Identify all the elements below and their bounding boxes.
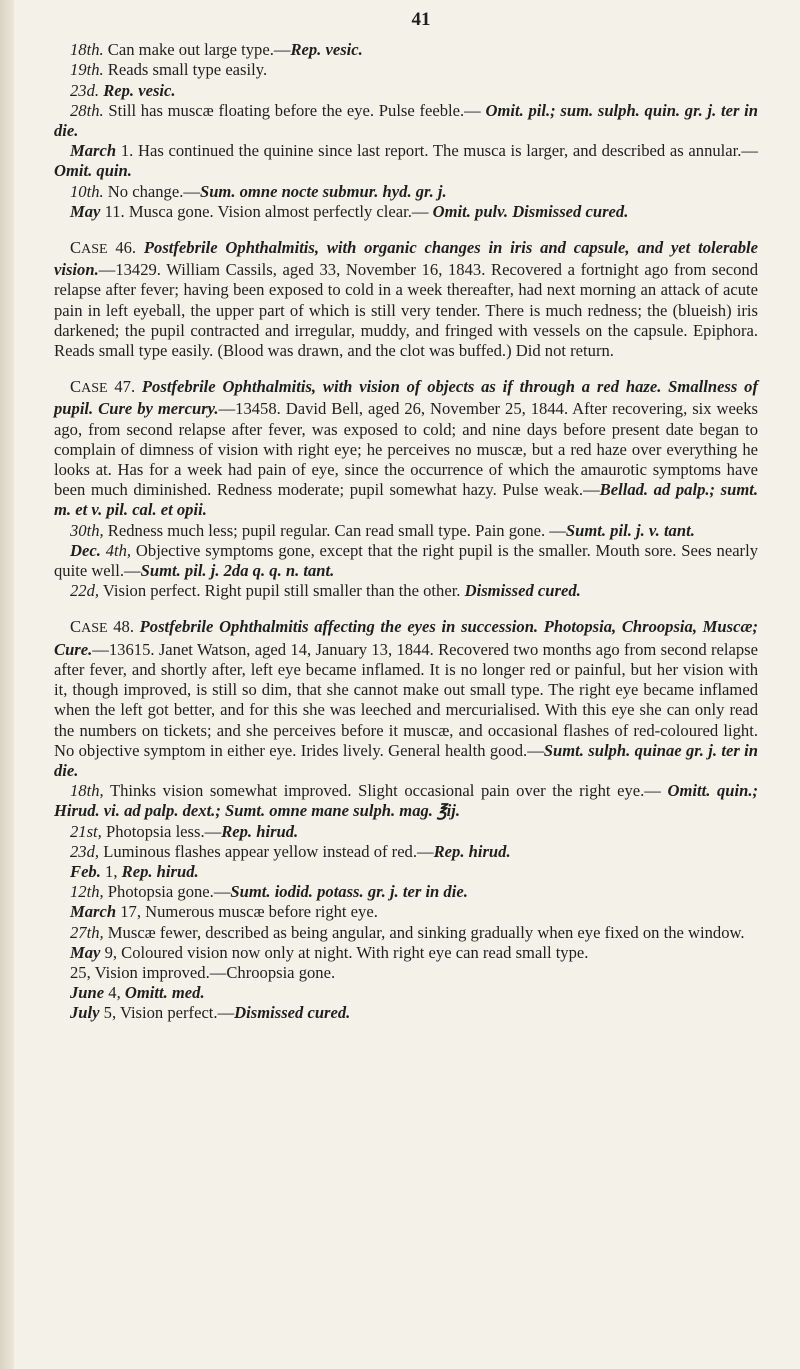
entry-paragraph: 23d, Luminous flashes appear yellow instead of red.—Rep. hirud.	[70, 841, 511, 861]
entry-paragraph: July 5, Vision perfect.—Dismissed cured.	[70, 1003, 351, 1023]
entry-paragraph: 27th, Muscæ fewer, described as being angular, and sinking gradually when eye fixed on the window.	[70, 922, 745, 942]
entry-paragraph: May 9, Coloured vision now only at night. With right eye can read small type.	[70, 942, 589, 962]
entry-paragraph: 25, Vision improved.—Chroopsia gone.	[70, 962, 336, 982]
entry-paragraph: 30th, Redness much less; pupil regular. Can read small type. Pain gone. —Sumt. pil. j. v. tant.	[70, 520, 695, 540]
case-paragraph: CASE 48. Postfebrile Ophthalmitis affecting the eyes in succession. Photopsia, Chroopsia, Muscæ; Cure.—13615. Janet Watson, aged 14, January 13, 1844. Recovered two months ago from second relapse after fever, and shortly after, left eye became inflamed. It is no longer red or painful, but her vision with it, though improved, is still so dim, that she cannot make out small type. The right eye became inflamed when the left got better, and for this she was leeched and mercurialised. With this eye she can only read the numbers on tickets; and she perceives before it muscæ, and occasional flashes of red-coloured light. No objective symptom in either eye. Irides lively. General health good.—Sumt. sulph. quinae gr. j. ter in die.	[54, 617, 758, 780]
entry-paragraph: 22d, Vision perfect. Right pupil still smaller than the other. Dismissed cured.	[70, 581, 581, 601]
case-paragraph: CASE 46. Postfebrile Ophthalmitis, with organic changes in iris and capsule, and yet tolerable vision.—13429. William Cassils, aged 33, November 16, 1843. Recovered a fortnight ago from second relapse after fever; having been exposed to cold in a week thereafter, had next morning an attack of acute pain in left eyeball, the upper part of which is still very tender. There is much redness; the (blueish) iris darkened; the pupil contracted and irregular, muddy, and fringed with vessels on the capsule. Epiphora. Reads small type easily. (Blood was drawn, and the clot was buffed.) Did not return.	[54, 238, 758, 361]
entry-paragraph: Dec. 4th, Objective symptoms gone, except that the right pupil is the smaller. Mouth sore. Sees nearly quite well.—Sumt. pil. j. 2da q. q. n. tant.	[54, 540, 758, 581]
entry-paragraph: Feb. 1, Rep. hirud.	[70, 861, 199, 881]
entry-paragraph: June 4, Omitt. med.	[70, 983, 205, 1003]
entry-paragraph: 12th, Photopsia gone.—Sumt. iodid. potass. gr. j. ter in die.	[70, 882, 468, 902]
entry-paragraph: 21st, Photopsia less.—Rep. hirud.	[70, 821, 299, 841]
entry-paragraph: 28th. Still has muscæ floating before the eye. Pulse feeble.— Omit. pil.; sum. sulph. quin. gr. j. ter in die.	[54, 100, 758, 141]
document-page	[54, 8, 758, 1024]
page-body	[54, 40, 758, 1023]
entry-paragraph: 19th. Reads small type easily.	[70, 60, 268, 80]
page-number: 41	[411, 9, 431, 30]
entry-paragraph: 18th, Thinks vision somewhat improved. Slight occasional pain over the right eye.— Omitt. quin.; Hirud. vi. ad palp. dext.; Sumt. omne mane sulph. mag. ℥ij.	[54, 781, 759, 821]
page-gutter	[0, 0, 14, 1369]
entry-paragraph: March 1. Has continued the quinine since last report. The musca is larger, and described as annular.— Omit. quin.	[54, 141, 758, 181]
entry-paragraph: 10th. No change.—Sum. omne nocte submur. hyd. gr. j.	[70, 181, 447, 201]
entry-paragraph: 18th. Can make out large type.—Rep. vesic.	[70, 40, 363, 60]
entry-paragraph: May 11. Musca gone. Vision almost perfectly clear.— Omit. pulv. Dismissed cured.	[70, 201, 629, 221]
entry-paragraph: 23d. Rep. vesic.	[70, 80, 176, 100]
case-paragraph: CASE 47. Postfebrile Ophthalmitis, with vision of objects as if through a red haze. Smallness of pupil. Cure by mercury.—13458. David Bell, aged 26, November 25, 1844. After recovering, six weeks ago, from second relapse after fever, was exposed to cold; and nine days before present date began to complain of dimness of vision with right eye; he perceives no muscæ, but a red haze over everything he looks at. Has for a week had pain of eye, since the occurrence of which the amaurotic symptoms have been much diminished. Redness moderate; pupil somewhat hazy. Pulse weak.—Bellad. ad palp.; sumt. m. et v. pil. cal. et opii.	[54, 377, 758, 520]
entry-paragraph: March 17, Numerous muscæ before right eye.	[70, 902, 378, 922]
